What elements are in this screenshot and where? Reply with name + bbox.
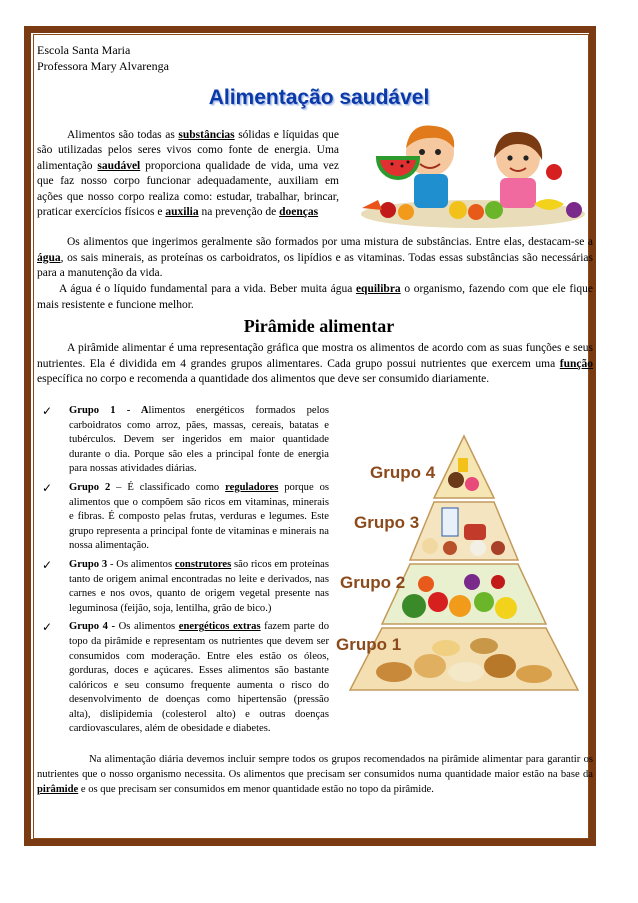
- check-icon: ✓: [42, 557, 53, 572]
- paragraph-text: e os que precisam ser consumidos em menor quantidade estão no topo da pirâmide.: [78, 784, 434, 795]
- list-item-group-3: [37, 558, 329, 616]
- school-name: Escola Santa Maria: [37, 43, 131, 57]
- list-item-group-4: [37, 620, 329, 737]
- header: [37, 42, 169, 74]
- group-text: são ricos em proteínas tanto de origem animal encontradas no leite e derivados, nas carnes e nos ovos, quanto de origem vegetal presente nas leguminosa (feijão, soja, lentilha, grão de bico.): [69, 558, 329, 614]
- keyword: construtores: [174, 558, 232, 570]
- keyword: energéticos extras: [178, 621, 261, 633]
- paragraph-pyramid: [37, 341, 593, 388]
- group-text: porque os alimentos que o compõem são ricos em vitaminas, minerais e fibras. É composto pelas frutas, verduras e legumes. Este grupo representa a principal fonte de vitaminas e minerais na nossa alimentação.: [69, 481, 330, 552]
- group-name: Grupo 3: [69, 558, 108, 570]
- group-text: fazem parte do topo da pirâmide e representam os nutrientes que devem ser consumidos com moderação. Entre eles estão os óleos, gorduras, doces e açúcares. Esses alimentos são bastante calóricos e seu consumo frequente aumenta o risco do desenvolvimento de doenças como hipertensão (pressão alta), dislipidemia (colesterol alto) e outras doenças cardiovasculares, além de obesidade e diabetes.: [69, 621, 329, 735]
- paragraph-text: , os sais minerais, as proteínas os carboidratos, os lipídios e as vitaminas. Todas essas substâncias são necessárias para a manutenção da vida.: [37, 251, 593, 279]
- keyword: reguladores: [225, 481, 279, 493]
- pyramid-label-group-3: Grupo 3: [354, 513, 420, 532]
- intro-paragraph: [37, 128, 339, 220]
- paragraph-text: A água é o líquido fundamental para a vida. Beber muita água: [59, 283, 356, 295]
- paragraph-text: Na alimentação diária devemos incluir sempre todos os grupos recomendados na pirâmide alimentar para garantir os nutrientes que o nosso organismo necessita. Os alimentos que precisam ser consumidos numa quantidade maior estão na base da: [37, 754, 593, 780]
- check-icon: ✓: [42, 620, 53, 635]
- page-title: Alimentação saudável: [208, 86, 430, 109]
- keyword: função: [559, 357, 593, 370]
- group-text: Os alimentos: [115, 621, 179, 633]
- list-item-group-1: [37, 404, 329, 477]
- keyword: equilibra: [355, 283, 401, 295]
- intro-text: sólidas e líquidas que são utilizadas pelos seres vivos como fonte de energia. Uma alimentação: [37, 129, 339, 172]
- list-item-group-2: [37, 481, 329, 554]
- closing-paragraph: [37, 752, 593, 797]
- intro-text: proporciona qualidade de vida, uma vez que faz nosso corpo funcionar adequadamente, auxiliam em ações que nosso corpo realiza como: estudar, trabalhar, brincar, praticar exercícios físicos e: [37, 159, 339, 219]
- group-text: – É classificado como: [110, 481, 226, 493]
- group-text: limentos energéticos formados pelos carboidratos como arroz, pães, massas, cereais, batatas e tubérculos. Devem ser ingeridos em maior quantidade durante o dia. Porque são eles a principal fonte de energia para nossas atividades diárias.: [69, 405, 329, 475]
- kids-eating-fruit-illustration: [348, 118, 598, 230]
- group-name: Grupo 1 - A: [69, 405, 149, 416]
- keyword: saudável: [97, 159, 141, 172]
- pyramid-label-group-2: Grupo 2: [340, 573, 406, 592]
- check-icon: ✓: [42, 480, 53, 495]
- group-text: - Os alimentos: [107, 558, 175, 570]
- check-icon: ✓: [42, 404, 53, 418]
- food-pyramid-illustration: [334, 428, 596, 698]
- paragraph-water: [37, 282, 593, 313]
- paragraph-text: específica no corpo e recomenda a quantidade dos alimentos que deve ser consumido diariamente.: [37, 373, 490, 385]
- keyword: substâncias: [178, 129, 235, 141]
- keyword: pirâmide: [37, 784, 79, 795]
- paragraph-text: o organismo, fazendo com que ele fique mais resistente e funcione melhor.: [37, 283, 593, 311]
- group-list: [37, 404, 329, 741]
- keyword: água: [37, 251, 61, 264]
- keyword: auxilia: [165, 206, 199, 219]
- pyramid-label-group-4: Grupo 4: [370, 463, 436, 482]
- paragraph-text: Os alimentos que ingerimos geralmente são formados por uma mistura de substâncias. Entre elas, destacam-se a: [67, 236, 593, 248]
- teacher-name: Professora Mary Alvarenga: [37, 59, 169, 73]
- section-title: Pirâmide alimentar: [243, 316, 395, 336]
- intro-text: Alimentos são todas as: [67, 129, 179, 141]
- pyramid-label-group-1: Grupo 1: [336, 635, 402, 654]
- intro-text: na prevenção de: [198, 206, 280, 219]
- paragraph-substances: [37, 235, 593, 282]
- paragraph-text: A pirâmide alimentar é uma representação gráfica que mostra os alimentos de acordo com as suas funções e seus nutrientes. Ela é dividida em 4 grandes grupos alimentares. Cada grupo possui nutrientes que exercem uma: [37, 342, 593, 370]
- group-name: Grupo 2: [69, 481, 111, 493]
- group-name: Grupo 4 -: [69, 621, 116, 633]
- keyword: doenças: [279, 206, 319, 219]
